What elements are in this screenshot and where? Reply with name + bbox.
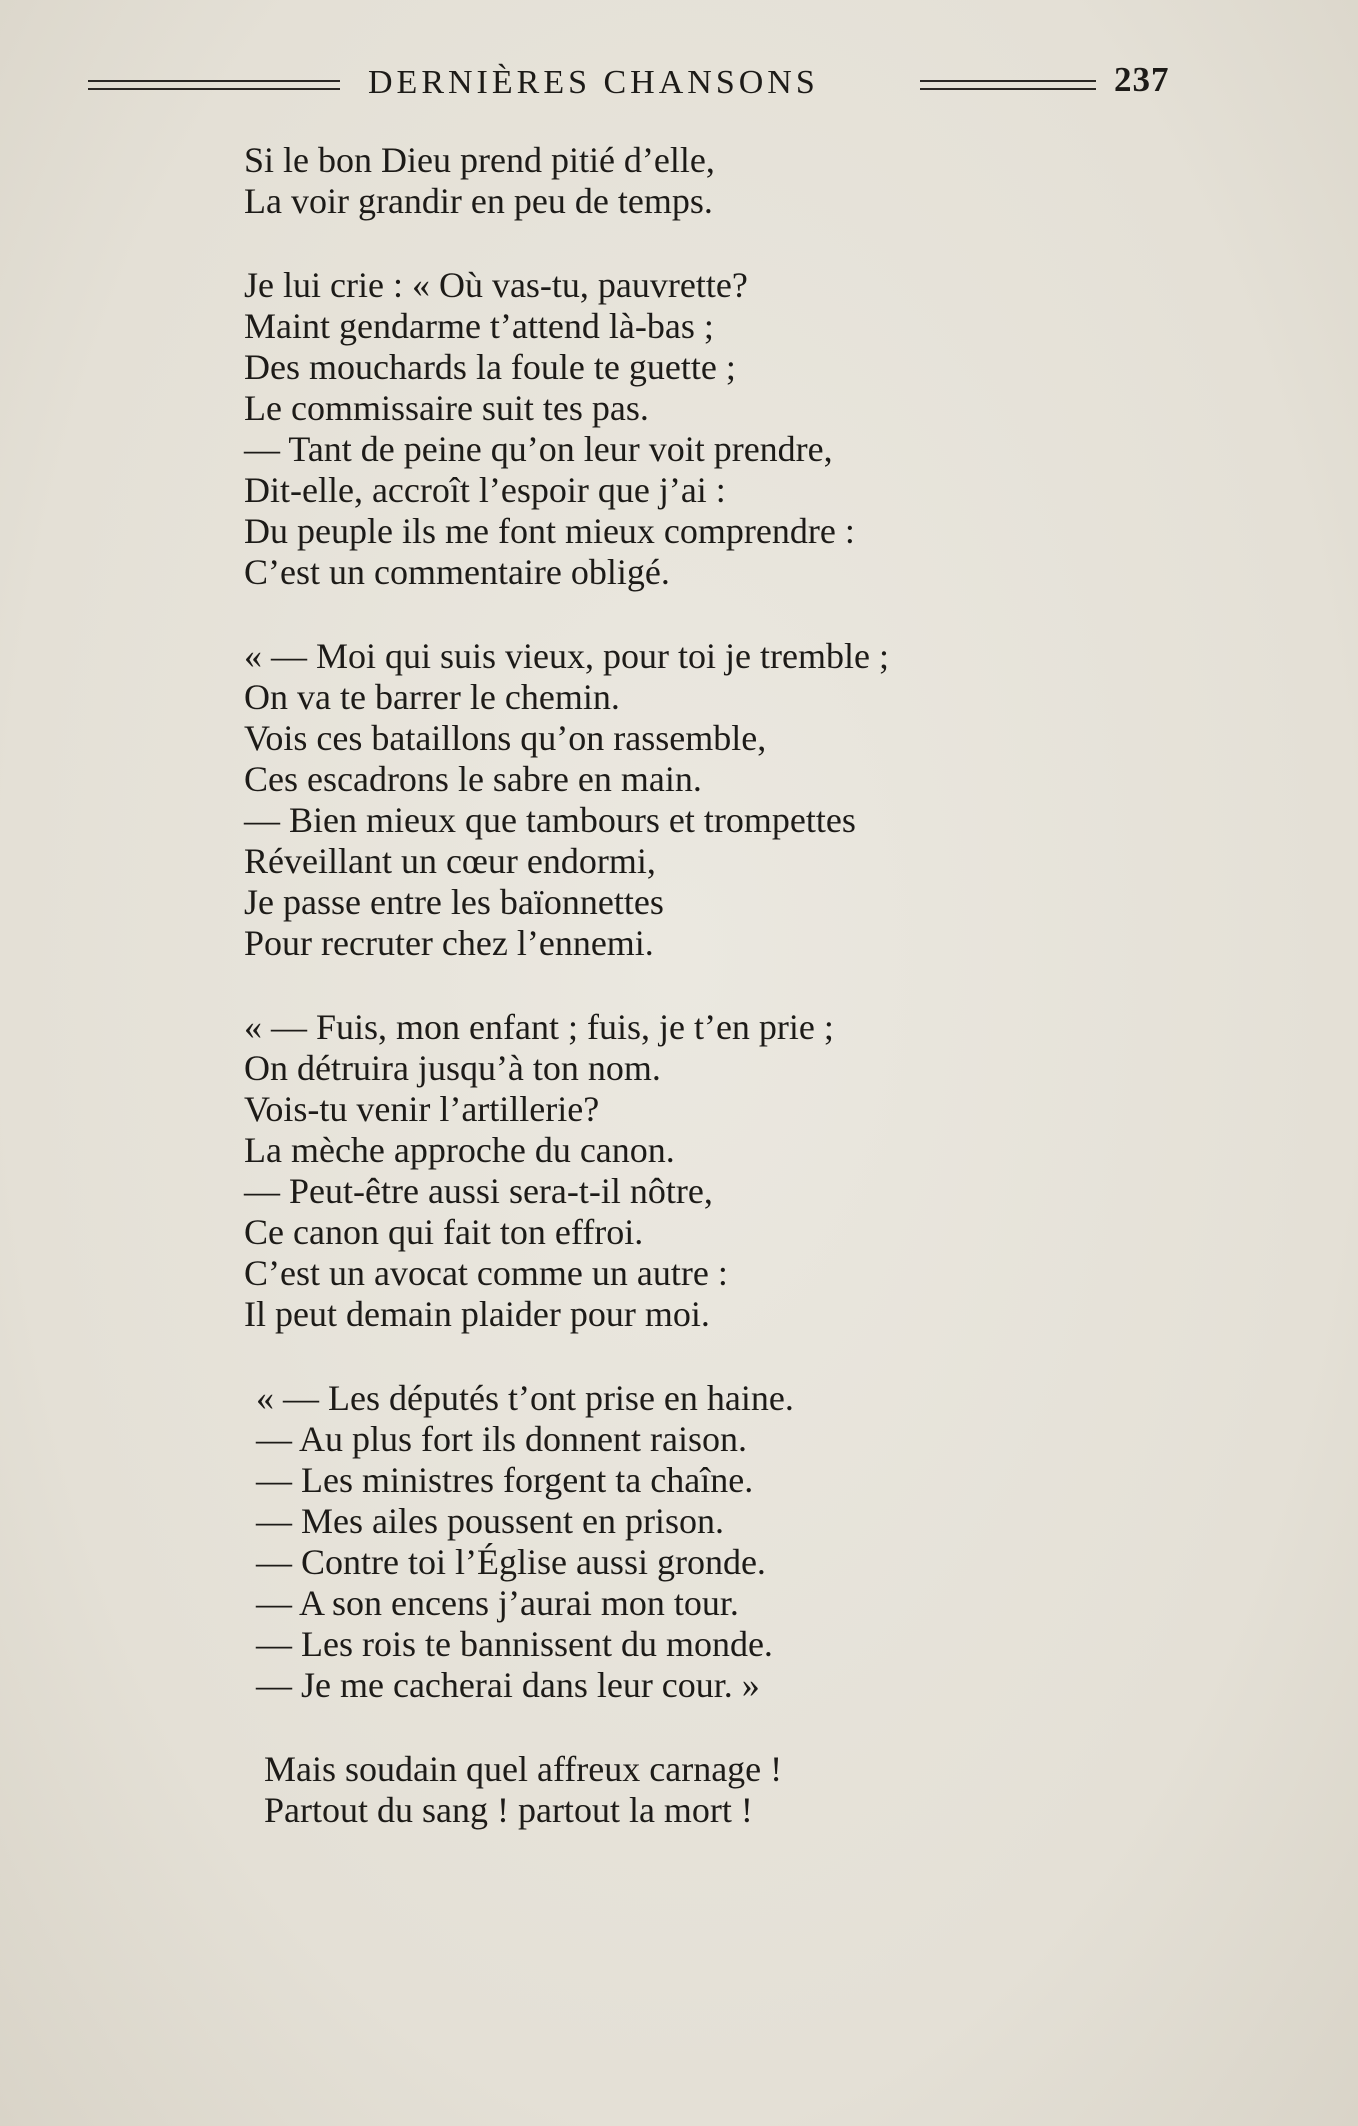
verse-line: On détruira jusqu’à ton nom. <box>244 1048 661 1088</box>
verse-line: Si le bon Dieu prend pitié d’elle, <box>244 140 715 180</box>
verse-line: Des mouchards la foule te guette ; <box>244 347 736 387</box>
verse-line: Maint gendarme t’attend là-bas ; <box>244 306 714 346</box>
verse-line: — Les ministres forgent ta chaîne. <box>256 1460 754 1500</box>
verse-line: — Tant de peine qu’on leur voit prendre, <box>244 429 833 469</box>
verse-line: — Contre toi l’Église aussi gronde. <box>256 1542 766 1582</box>
verse-line: C’est un avocat comme un autre : <box>244 1253 728 1293</box>
stanza <box>244 1378 1144 1706</box>
verse-line: Mais soudain quel affreux carnage ! <box>264 1749 783 1789</box>
stanza <box>244 1749 1144 1831</box>
verse-line: Le commissaire suit tes pas. <box>244 388 649 428</box>
verse-line: « — Moi qui suis vieux, pour toi je tremble ; <box>244 636 889 676</box>
verse-line: C’est un commentaire obligé. <box>244 552 670 592</box>
verse-line: — Bien mieux que tambours et trompettes <box>244 800 856 840</box>
verse-line: Vois-tu venir l’artillerie? <box>244 1089 600 1129</box>
header-rule-left <box>88 80 340 90</box>
stanza <box>244 265 1144 593</box>
verse-line: Dit-elle, accroît l’espoir que j’ai : <box>244 470 726 510</box>
verse-line: Partout du sang ! partout la mort ! <box>264 1790 753 1830</box>
verse-line: La mèche approche du canon. <box>244 1130 675 1170</box>
verse-line: Ce canon qui fait ton effroi. <box>244 1212 644 1252</box>
stanza <box>244 636 1144 964</box>
verse-line: — Mes ailes poussent en prison. <box>256 1501 724 1541</box>
verse-line: — Les rois te bannissent du monde. <box>256 1624 773 1664</box>
verse-line: Pour recruter chez l’ennemi. <box>244 923 654 963</box>
page-number: 237 <box>1114 60 1170 99</box>
verse-line: — Au plus fort ils donnent raison. <box>256 1419 747 1459</box>
verse-line: — Peut-être aussi sera-t-il nôtre, <box>244 1171 713 1211</box>
verse-line: Je passe entre les baïonnettes <box>244 882 664 922</box>
poem-text <box>244 140 1144 1874</box>
stanza <box>244 140 1144 222</box>
verse-line: La voir grandir en peu de temps. <box>244 181 713 221</box>
verse-line: Il peut demain plaider pour moi. <box>244 1294 710 1334</box>
verse-line: Ces escadrons le sabre en main. <box>244 759 702 799</box>
stanza <box>244 1007 1144 1335</box>
verse-line: — Je me cacherai dans leur cour. » <box>256 1665 760 1705</box>
verse-line: Je lui crie : « Où vas-tu, pauvrette? <box>244 265 748 305</box>
verse-line: Du peuple ils me font mieux comprendre : <box>244 511 855 551</box>
verse-line: Vois ces bataillons qu’on rassemble, <box>244 718 767 758</box>
verse-line: Réveillant un cœur endormi, <box>244 841 656 881</box>
running-head: DERNIÈRES CHANSONS <box>368 64 819 101</box>
header-rule-right <box>920 80 1096 90</box>
verse-line: On va te barrer le chemin. <box>244 677 620 717</box>
page-header <box>88 58 1178 108</box>
verse-line: « — Les députés t’ont prise en haine. <box>256 1378 794 1418</box>
verse-line: « — Fuis, mon enfant ; fuis, je t’en prie ; <box>244 1007 834 1047</box>
verse-line: — A son encens j’aurai mon tour. <box>256 1583 739 1623</box>
